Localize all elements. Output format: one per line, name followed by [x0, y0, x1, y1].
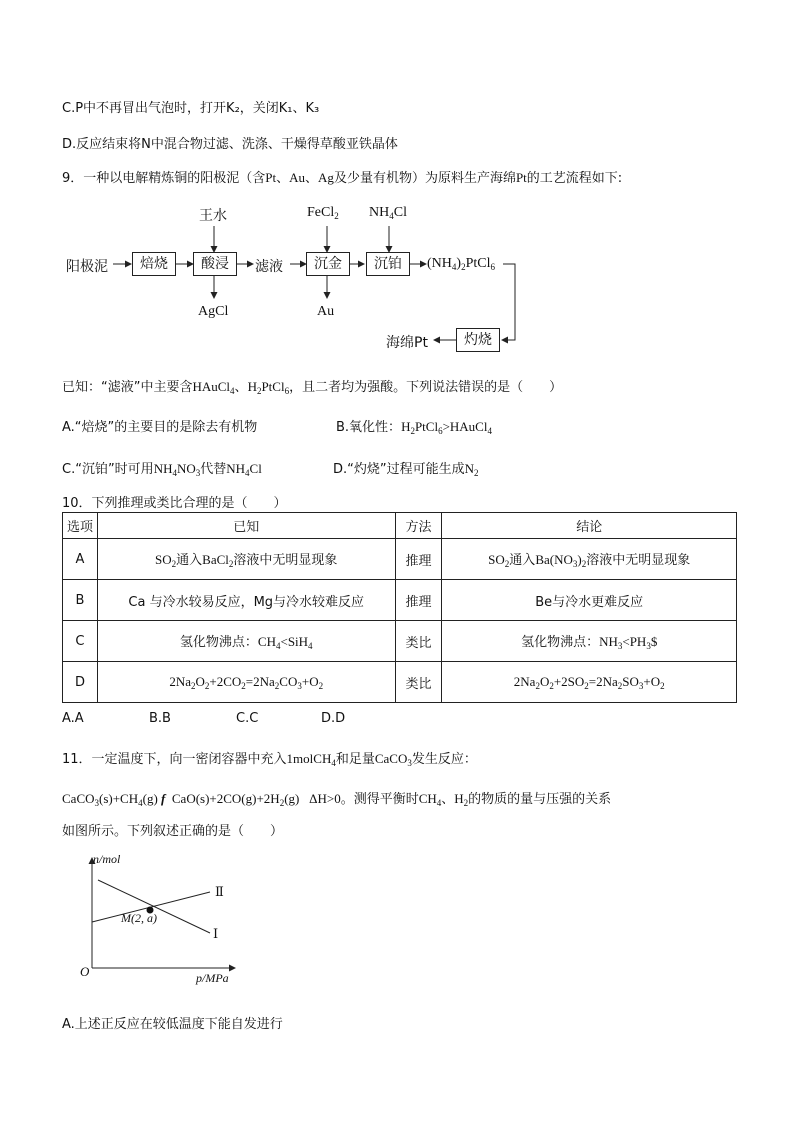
table-row — [63, 580, 737, 621]
flow-nh4cl: $NH_4Cl$ — [369, 205, 407, 221]
graph-origin: O — [80, 964, 90, 979]
q10-stem: 10．下列推理或类比合理的是（ ） — [62, 496, 287, 511]
header-known: 已知 — [97, 513, 395, 539]
flow-platinum-box: 沉铂 — [366, 252, 410, 276]
q11-graph — [70, 850, 250, 990]
flow-au: Au — [317, 304, 335, 319]
row-conclusion: $2Na_2O_2+2SO_2=2Na_2SO_3+O_2$ — [442, 662, 737, 703]
flow-filtrate: 滤液 — [255, 259, 283, 275]
q9-option-a: A.“焙烧”的主要目的是除去有机物 — [62, 420, 258, 435]
q11-stem: 11．一定温度下，向一密闭容器中充入1molCH$_4$和足量CaCO$_3$发生反应： — [62, 751, 477, 768]
row-known: Ca 与冷水较易反应，Mg与冷水较难反应 — [97, 580, 395, 621]
row-method: 推理 — [395, 580, 442, 621]
row-method: 推理 — [395, 539, 442, 580]
row-option: A — [63, 539, 98, 580]
row-method: 类比 — [395, 621, 442, 662]
q9-option-d: D.“灼烧”过程可能生成$N_2$ — [333, 461, 479, 478]
row-option: C — [63, 621, 98, 662]
row-conclusion: 氢化物沸点：$NH_3<PH_3\$$ — [442, 621, 737, 662]
q10-table — [62, 512, 737, 703]
row-option: B — [63, 580, 98, 621]
flow-calcine-box: 灼烧 — [456, 328, 500, 352]
flow-aqua-regia: 王水 — [199, 208, 227, 224]
row-known: $2Na_2O_2+2CO_2=2Na_2CO_3+O_2$ — [97, 662, 395, 703]
q11-line3: 如图所示。下列叙述正确的是（ ） — [62, 824, 284, 839]
q9-option-b: B.氧化性：$H_2PtCl_6>HAuCl_4$ — [336, 419, 492, 436]
flow-agcl: AgCl — [198, 304, 229, 319]
flow-sponge-pt: 海绵Pt — [386, 335, 428, 351]
table-row — [63, 539, 737, 580]
option-c-line: C.P中不再冒出气泡时，打开K₂，关闭K₁、K₃ — [62, 101, 320, 116]
flow-product: $(NH_4)_2PtCl_6$ — [427, 256, 495, 272]
flow-start: 阳极泥 — [66, 259, 108, 275]
flow-arrows — [0, 0, 794, 380]
q9-option-c: C.“沉铂”时可用$NH_4NO_3$代替$NH_4Cl$ — [62, 461, 262, 478]
row-known: 氢化物沸点：$CH_4<SiH_4$ — [97, 621, 395, 662]
table-row — [63, 621, 737, 662]
flow-leach-box: 酸浸 — [193, 252, 237, 276]
row-option: D — [63, 662, 98, 703]
flow-fecl2: FeCl$_2$ — [307, 205, 339, 221]
graph-ylabel: n/mol — [93, 852, 121, 866]
q9-known: 已知：“滤液”中主要含HAuCl$_4$、$H_2PtCl_6$，且二者均为强酸。下列说法错误的是（ ） — [62, 379, 563, 396]
option-d-line: D.反应结束将N中混合物过滤、洗涤、干燥得草酸亚铁晶体 — [62, 137, 398, 152]
q10-choice-c: C.C — [236, 711, 259, 726]
q10-choice-d: D.D — [321, 711, 346, 726]
flow-gold-box: 沉金 — [306, 252, 350, 276]
row-method: 类比 — [395, 662, 442, 703]
q10-choice-b: B.B — [149, 711, 171, 726]
row-conclusion: Be与冷水更难反应 — [442, 580, 737, 621]
header-option: 选项 — [63, 513, 98, 539]
graph-point-label: M(2, a) — [121, 911, 157, 925]
q11-equation: $CaCO_3(s)+CH_4(g)$ f $CaO(s)+2CO(g)+2H_2(g)$ ΔH>0。测得平衡时$CH_4$、$H_2$的物质的量与压强的关系 — [62, 791, 612, 808]
header-conclusion: 结论 — [442, 513, 737, 539]
table-header-row — [63, 513, 737, 539]
header-method: 方法 — [395, 513, 442, 539]
row-known: $SO_2$通入BaCl$_2$溶液中无明显现象 — [97, 539, 395, 580]
graph-xlabel: p/MPa — [196, 971, 229, 985]
graph-line-i-label: Ⅰ — [213, 926, 219, 941]
flow-roast-box: 焙烧 — [132, 252, 176, 276]
table-row — [63, 662, 737, 703]
q9-stem: 9．一种以电解精炼铜的阳极泥（含Pt、Au、Ag及少量有机物）为原料生产海绵Pt的工艺流程如下: — [62, 170, 623, 186]
q10-choice-a: A.A — [62, 711, 84, 726]
q11-option-a: A.上述正反应在较低温度下能自发进行 — [62, 1017, 283, 1032]
graph-line-ii-label: Ⅱ — [215, 884, 224, 899]
row-conclusion: $SO_2$通入$Ba(NO_3)_2$溶液中无明显现象 — [442, 539, 737, 580]
